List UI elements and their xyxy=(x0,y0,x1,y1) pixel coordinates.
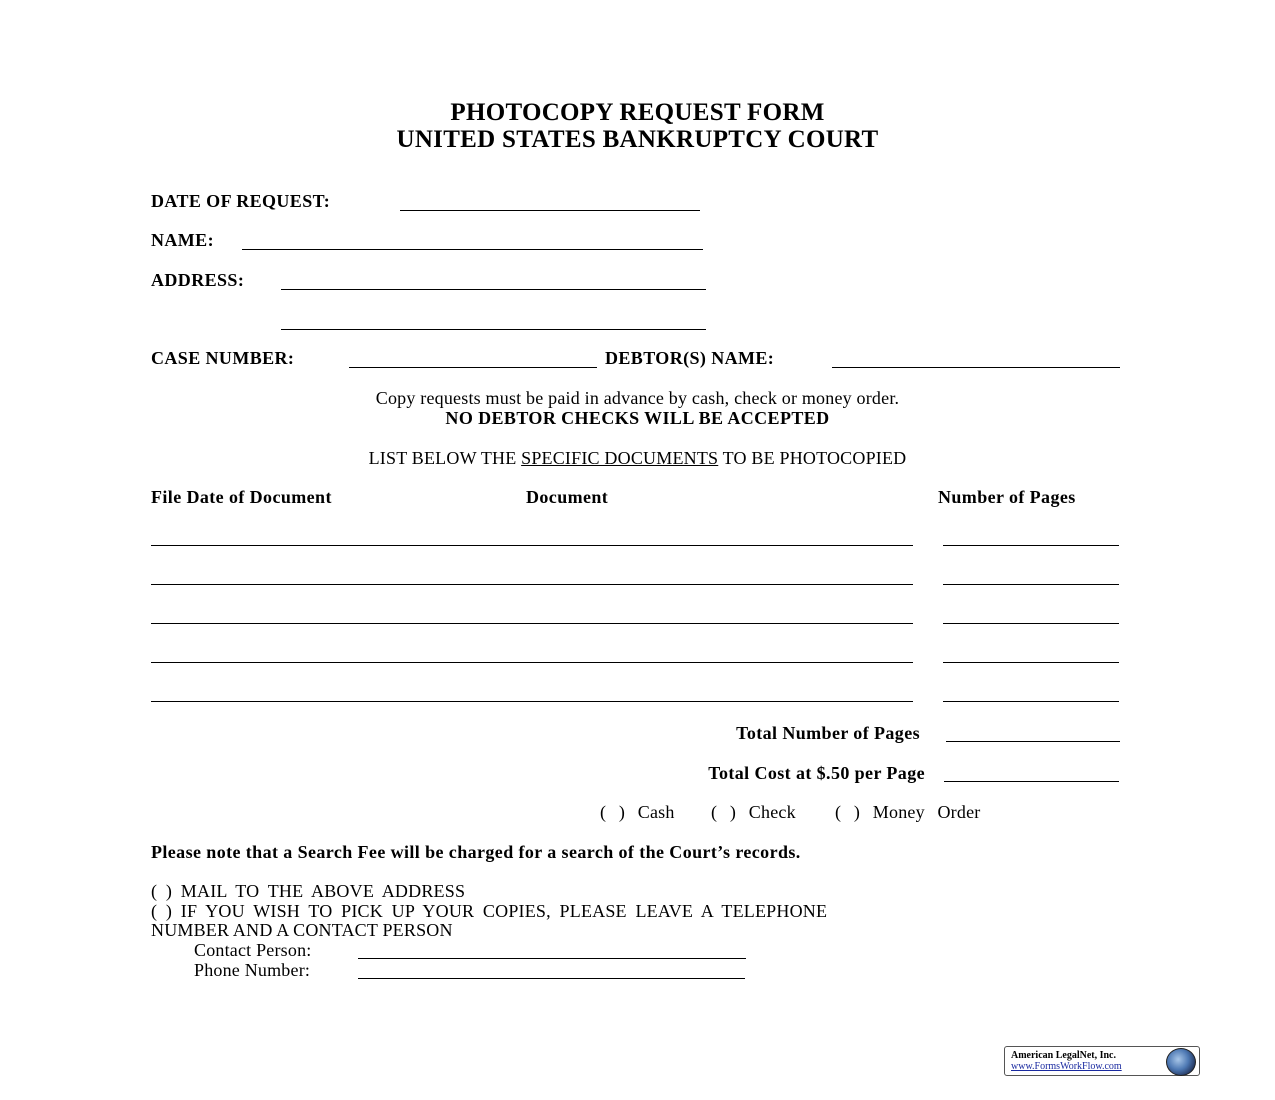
no-debtor-checks-notice: NO DEBTOR CHECKS WILL BE ACCEPTED xyxy=(445,408,830,428)
phone-number-label: Phone Number: xyxy=(194,960,311,980)
list-heading-emphasis: SPECIFIC DOCUMENTS xyxy=(521,448,719,468)
phone-number-field[interactable] xyxy=(358,978,745,979)
document-row-field[interactable] xyxy=(151,545,913,546)
total-cost-field[interactable] xyxy=(944,781,1119,782)
name-field[interactable] xyxy=(242,249,703,250)
list-heading-suffix: TO BE PHOTOCOPIED xyxy=(722,448,907,468)
col-header-document: Document xyxy=(526,487,609,507)
document-row-field[interactable] xyxy=(151,662,913,663)
total-cost-label: Total Cost at $.50 per Page xyxy=(708,763,925,783)
document-row-field[interactable] xyxy=(151,584,913,585)
case-number-label: CASE NUMBER: xyxy=(151,348,295,368)
address-field-line2[interactable] xyxy=(281,329,706,330)
pickup-option[interactable]: ( ) IF YOU WISH TO PICK UP YOUR COPIES, PLEASE LEAVE A TELEPHONE xyxy=(151,901,828,921)
list-heading-prefix: LIST BELOW THE xyxy=(368,448,517,468)
court-title: UNITED STATES BANKRUPTCY COURT xyxy=(396,126,879,153)
address-label: ADDRESS: xyxy=(151,270,245,290)
mail-option[interactable]: ( ) MAIL TO THE ABOVE ADDRESS xyxy=(151,881,466,901)
pages-row-field[interactable] xyxy=(943,545,1119,546)
col-header-file-date: File Date of Document xyxy=(151,487,332,507)
date-of-request-label: DATE OF REQUEST: xyxy=(151,191,331,211)
payment-money-order-option[interactable]: ( ) Money Order xyxy=(835,802,981,822)
document-row-field[interactable] xyxy=(151,623,913,624)
payment-notice: Copy requests must be paid in advance by cash, check or money order. xyxy=(375,388,900,408)
debtor-name-field[interactable] xyxy=(832,367,1120,368)
name-label: NAME: xyxy=(151,230,214,250)
payment-cash-option[interactable]: ( ) Cash xyxy=(600,802,675,822)
logo-url-link[interactable]: www.FormsWorkFlow.com xyxy=(1011,1061,1122,1072)
pickup-option-continued: NUMBER AND A CONTACT PERSON xyxy=(151,920,453,940)
debtor-name-label: DEBTOR(S) NAME: xyxy=(605,348,775,368)
col-header-pages: Number of Pages xyxy=(938,487,1076,507)
search-fee-note: Please note that a Search Fee will be charged for a search of the Court’s records. xyxy=(151,842,801,862)
case-number-field[interactable] xyxy=(349,367,597,368)
payment-check-option[interactable]: ( ) Check xyxy=(711,802,796,822)
pages-row-field[interactable] xyxy=(943,662,1119,663)
pages-row-field[interactable] xyxy=(943,584,1119,585)
list-heading xyxy=(0,448,1275,469)
pages-row-field[interactable] xyxy=(943,701,1119,702)
total-pages-field[interactable] xyxy=(946,741,1120,742)
address-field-line1[interactable] xyxy=(281,289,706,290)
document-row-field[interactable] xyxy=(151,701,913,702)
contact-person-field[interactable] xyxy=(358,958,746,959)
form-title: PHOTOCOPY REQUEST FORM xyxy=(450,99,825,126)
american-legalnet-logo[interactable] xyxy=(1004,1046,1200,1076)
date-of-request-field[interactable] xyxy=(400,210,700,211)
contact-person-label: Contact Person: xyxy=(194,940,312,960)
pages-row-field[interactable] xyxy=(943,623,1119,624)
globe-icon xyxy=(1166,1048,1196,1076)
total-pages-label: Total Number of Pages xyxy=(736,723,920,743)
logo-company-name: American LegalNet, Inc. xyxy=(1011,1050,1116,1061)
